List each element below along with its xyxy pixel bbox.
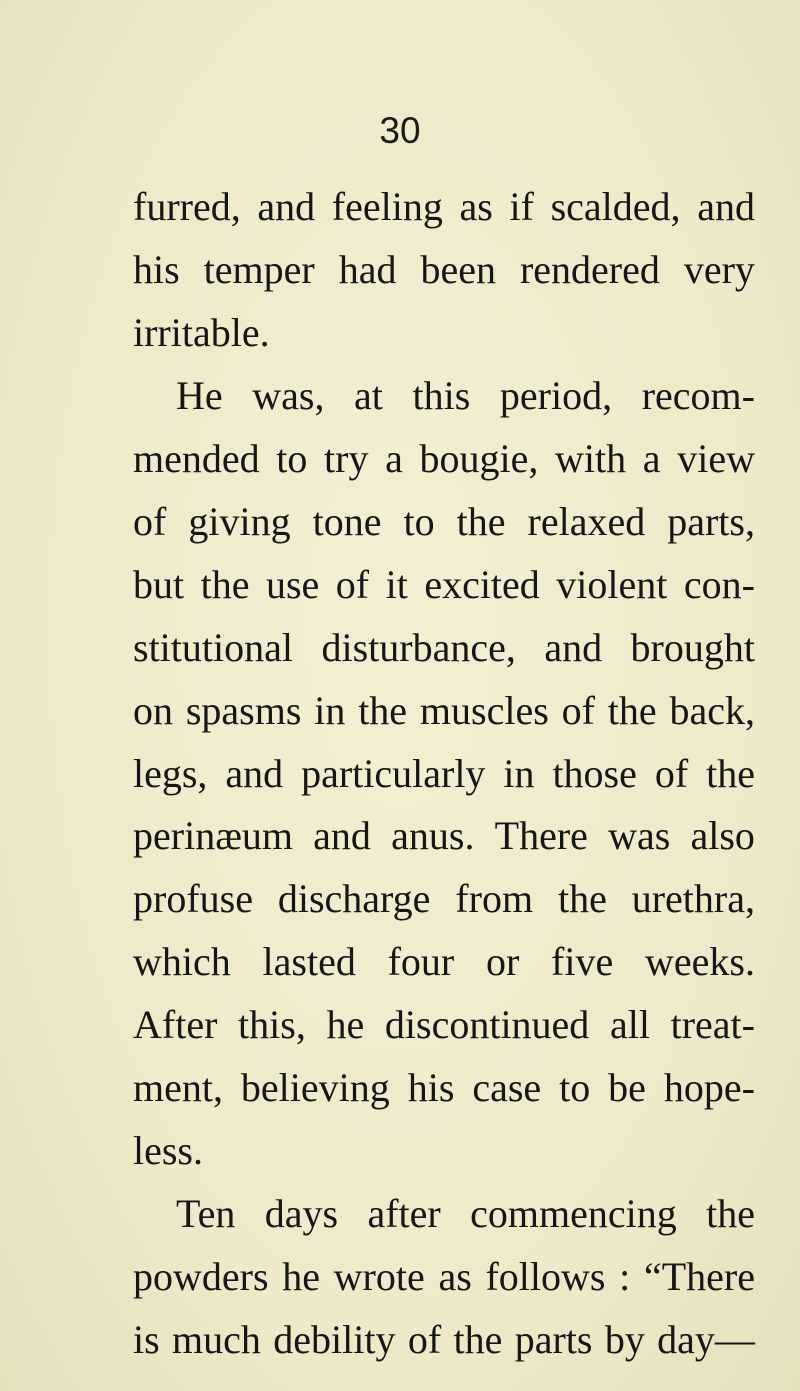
word: with [555, 436, 627, 481]
word: the [200, 562, 250, 607]
body-text-line [133, 499, 755, 544]
body-text-line [133, 436, 755, 481]
body-text-line [133, 1254, 755, 1299]
word: muscles [419, 688, 549, 733]
body-text-line [133, 1065, 755, 1110]
word: also [690, 813, 755, 858]
word: of [133, 499, 167, 544]
word: wrote [333, 1254, 425, 1299]
word: profuse [133, 876, 253, 921]
body-text-line [133, 1317, 755, 1362]
word: back, [669, 688, 755, 733]
word: if [509, 184, 534, 229]
word: his [407, 1065, 455, 1110]
word: particularly [301, 751, 486, 796]
word: or [485, 939, 520, 984]
word: furred, [133, 184, 241, 229]
word: follows [485, 1254, 606, 1299]
word: very [683, 247, 755, 292]
body-text-line: less. [133, 1128, 203, 1173]
body-text-line [176, 1191, 755, 1236]
word: ment, [133, 1065, 223, 1110]
word: the [456, 499, 506, 544]
word: anus. [391, 813, 475, 858]
word: been [420, 247, 496, 292]
word: four [387, 939, 455, 984]
word: day— [657, 1317, 755, 1362]
body-text-line [133, 1002, 755, 1047]
word: urethra, [631, 876, 755, 921]
word: which [133, 939, 231, 984]
word: discontinued [384, 1002, 590, 1047]
word: treat- [670, 1002, 755, 1047]
word: it [385, 562, 408, 607]
word: use [265, 562, 320, 607]
word: There [494, 813, 588, 858]
word: as [459, 184, 493, 229]
word: brought [630, 625, 755, 670]
word: this [412, 373, 471, 418]
word: and [544, 625, 603, 670]
word: disturbance, [321, 625, 516, 670]
body-text-line [176, 373, 755, 418]
word: : [619, 1254, 631, 1299]
word: from [455, 876, 534, 921]
word: scalded, [550, 184, 681, 229]
word: the [706, 751, 755, 796]
word: tone [312, 499, 382, 544]
word: and [697, 184, 755, 229]
word: violent [556, 562, 668, 607]
word: stitutional [133, 625, 293, 670]
word: the [706, 1191, 755, 1236]
word: and [225, 751, 284, 796]
word: con- [683, 562, 755, 607]
word: recom- [641, 373, 755, 418]
word: but [133, 562, 185, 607]
body-text-line [133, 184, 755, 229]
page-number: 30 [379, 110, 421, 151]
word: parts [514, 1317, 593, 1362]
word: the [453, 1317, 503, 1362]
word: believing [240, 1065, 390, 1110]
word: was [608, 813, 671, 858]
word: after [367, 1191, 441, 1236]
word: days [264, 1191, 339, 1236]
word: try [324, 436, 369, 481]
word: rendered [519, 247, 660, 292]
body-text-line [133, 939, 755, 984]
word: temper [203, 247, 315, 292]
word: in [314, 688, 346, 733]
word: all [609, 1002, 650, 1047]
word: Ten [176, 1191, 236, 1236]
word: legs, [133, 751, 208, 796]
body-text-line [133, 562, 755, 607]
body-text-line [133, 813, 755, 858]
word: is [133, 1317, 160, 1362]
word: he [326, 1002, 365, 1047]
word: had [338, 247, 397, 292]
body-text-line [133, 247, 755, 292]
word: spasms [185, 688, 302, 733]
word: parts, [667, 499, 755, 544]
body-text-line [133, 625, 755, 670]
word: of [654, 751, 689, 796]
body-text-line [133, 688, 755, 733]
word: his [133, 247, 180, 292]
word: excited [424, 562, 540, 607]
word: commencing [470, 1191, 677, 1236]
word: a [642, 436, 661, 481]
word: the [557, 876, 607, 921]
body-text-line [133, 751, 755, 796]
word: the [358, 688, 408, 733]
word: discharge [277, 876, 431, 921]
word: to [403, 499, 435, 544]
word: “There [643, 1254, 755, 1299]
word: hope- [663, 1065, 755, 1110]
body-text-line [133, 876, 755, 921]
word: and [313, 813, 371, 858]
word: perinæum [133, 813, 293, 858]
word: a [385, 436, 403, 481]
word: of [561, 688, 595, 733]
word: much [172, 1317, 261, 1362]
word: mended [133, 436, 260, 481]
word: on [133, 688, 173, 733]
word: as [438, 1254, 472, 1299]
word: was, [252, 373, 325, 418]
word: this, [238, 1002, 306, 1047]
word: After [133, 1002, 218, 1047]
word: in [503, 751, 535, 796]
word: be [608, 1065, 646, 1110]
word: those [552, 751, 637, 796]
word: period, [499, 373, 613, 418]
word: view [677, 436, 755, 481]
word: feeling [331, 184, 443, 229]
word: and [257, 184, 316, 229]
word: debility [273, 1317, 396, 1362]
word: giving [188, 499, 291, 544]
word: of [335, 562, 370, 607]
body-text-line: irritable. [133, 310, 270, 355]
word: bougie, [419, 436, 539, 481]
word: to [559, 1065, 591, 1110]
word: he [282, 1254, 320, 1299]
word: He [176, 373, 223, 418]
word: the [607, 688, 657, 733]
word: powders [133, 1254, 269, 1299]
word: of [407, 1317, 442, 1362]
word: five [551, 939, 614, 984]
word: case [472, 1065, 542, 1110]
word: at [354, 373, 383, 418]
word: weeks. [644, 939, 755, 984]
word: relaxed [527, 499, 646, 544]
word: to [276, 436, 308, 481]
word: by [604, 1317, 645, 1362]
word: lasted [262, 939, 356, 984]
